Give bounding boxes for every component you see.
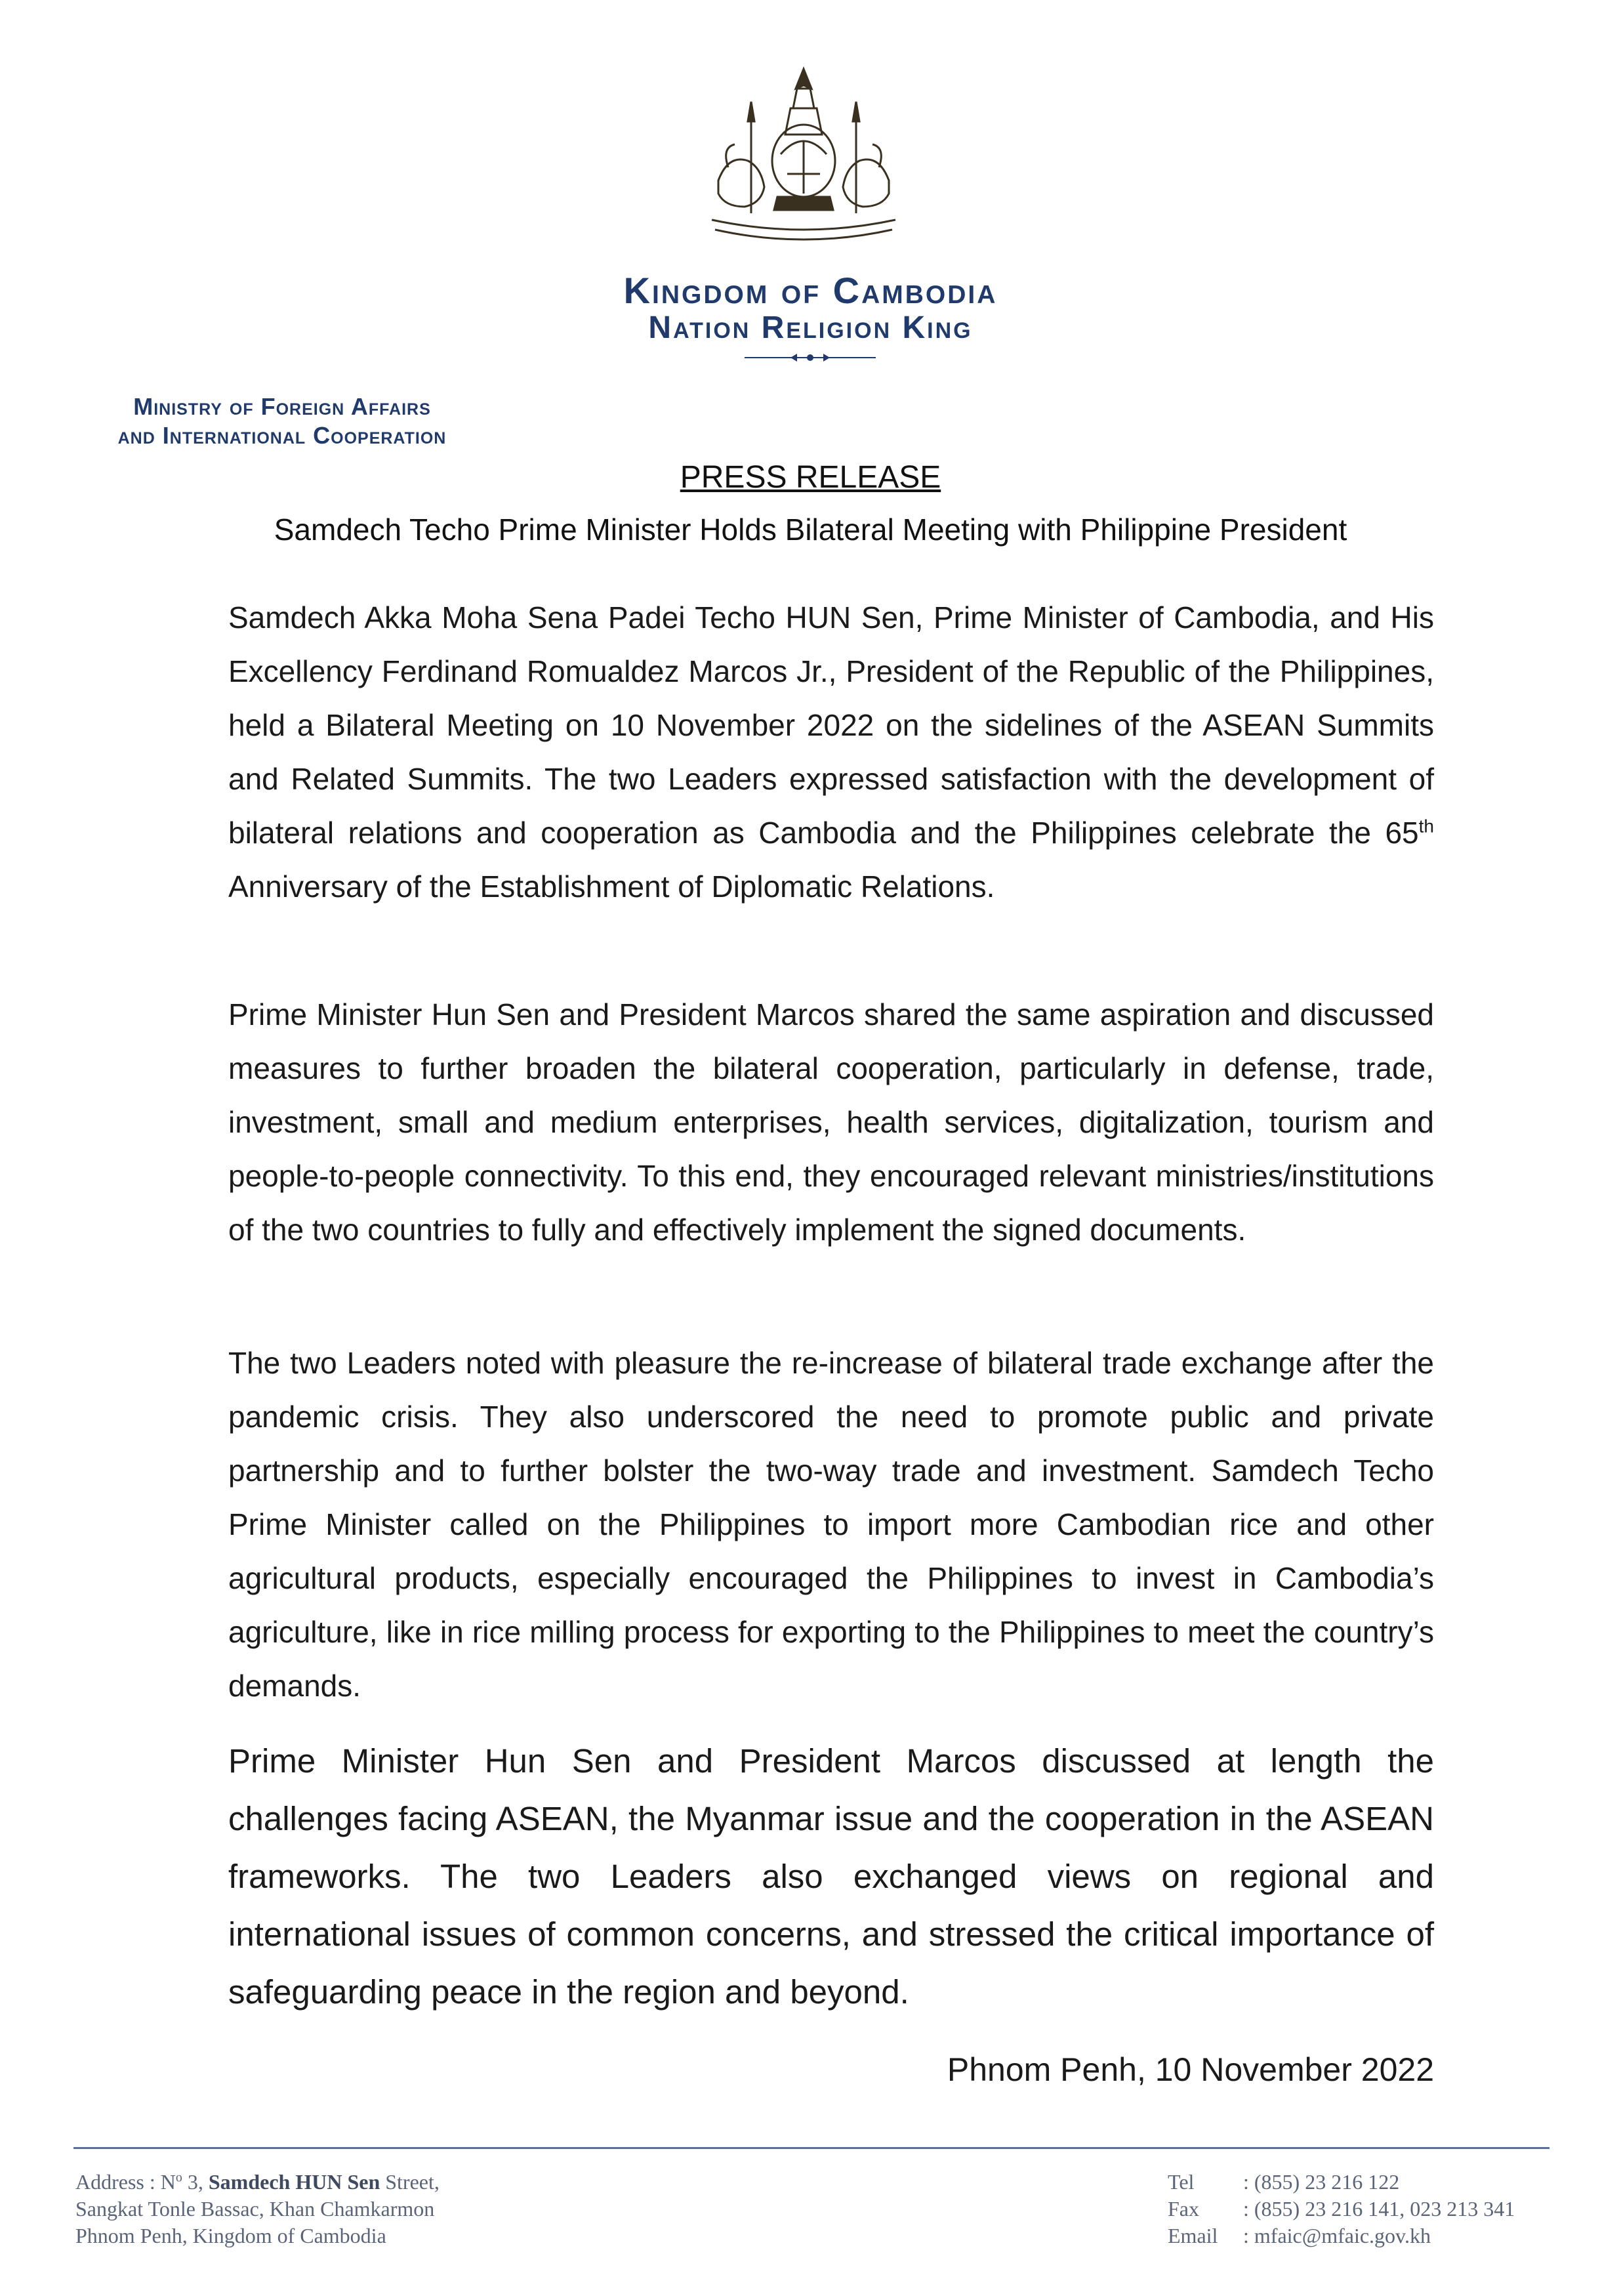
- headline: Samdech Techo Prime Minister Holds Bilateral Meeting with Philippine President: [274, 512, 1347, 547]
- national-motto: Nation Religion King: [648, 310, 973, 345]
- tel-line: [1168, 2169, 1515, 2196]
- email-label: Email: [1168, 2224, 1218, 2247]
- footer-contact: [1168, 2169, 1515, 2249]
- paragraph-1-text-a: Samdech Akka Moha Sena Padei Techo HUN Sen, Prime Minister of Cambodia, and His Excellency Ferdinand Romualdez Marcos Jr., President of the Republic of the Philippines, held a Bilateral Meeting on 10 November 2022 on the sidelines of the ASEAN Summits and Related Summits. The two Leaders expressed satisfaction with the development of bilateral relations and cooperation as Cambodia and the Philippines celebrate the 65: [228, 600, 1434, 850]
- fax-line: [1168, 2196, 1515, 2223]
- paragraph-3-text: The two Leaders noted with pleasure the re-increase of bilateral trade exchange after the pandemic crisis. They also underscored the need to promote public and private partnership and to further bolster the two-way trade and investment. Samdech Techo Prime Minister called on the Philippines to import more Cambodian rice and other agricultural products, especially encouraged the Philippines to invest in Cambodia’s agriculture, like in rice milling process for exporting to the Philippines to meet the country’s demands.: [228, 1346, 1434, 1703]
- body-paragraph-2: [228, 988, 1434, 1257]
- footer-divider: [73, 2147, 1549, 2149]
- tel-value: : (855) 23 216 122: [1243, 2170, 1400, 2194]
- address-street-name: Samdech HUN Sen: [208, 2170, 380, 2194]
- ministry-line-1: Ministry of Foreign Affairs: [133, 393, 431, 420]
- ministry-line-2: and International Cooperation: [117, 422, 447, 449]
- ordinal-superscript: th: [1418, 816, 1434, 837]
- kingdom-title: Kingdom of Cambodia: [623, 270, 998, 311]
- body-paragraph-1: [228, 591, 1434, 913]
- press-release-label: PRESS RELEASE: [680, 460, 941, 495]
- address-street-suffix: Street,: [380, 2170, 440, 2194]
- number-superscript: o: [175, 2170, 182, 2185]
- address-label: Address : N: [75, 2170, 176, 2194]
- place-and-date: Phnom Penh, 10 November 2022: [947, 2051, 1434, 2088]
- body-paragraph-4: [228, 1732, 1434, 2021]
- fax-value: : (855) 23 216 141, 023 213 341: [1243, 2197, 1515, 2221]
- ministry-name: [59, 392, 505, 450]
- divider-ornament: [745, 351, 876, 364]
- royal-coat-of-arms-emblem: [699, 62, 909, 246]
- paragraph-4-text: Prime Minister Hun Sen and President Marcos discussed at length the challenges facing ASEAN, the Myanmar issue and the cooperation in the ASEAN frameworks. The two Leaders also exchanged views on regional and international issues of common concerns, and stressed the critical importance of safeguarding peace in the region and beyond.: [228, 1742, 1434, 2011]
- email-line: [1168, 2223, 1515, 2249]
- body-paragraph-3: [228, 1336, 1434, 1713]
- paragraph-2-text: Prime Minister Hun Sen and President Marcos shared the same aspiration and discussed measures to further broaden the bilateral cooperation, particularly in defense, trade, investment, small and medium enterprises, health services, digitalization, tourism and people-to-people connectivity. To this end, they encouraged relevant ministries/institutions of the two countries to fully and effectively implement the signed documents.: [228, 997, 1434, 1247]
- paragraph-1-text-b: Anniversary of the Establishment of Diplomatic Relations.: [228, 869, 995, 904]
- address-number: 3,: [182, 2170, 209, 2194]
- fax-label: Fax: [1168, 2197, 1199, 2221]
- address-line-1: [75, 2169, 440, 2196]
- address-line-2: Sangkat Tonle Bassac, Khan Chamkarmon: [75, 2197, 435, 2221]
- footer-address: [75, 2169, 440, 2249]
- tel-label: Tel: [1168, 2170, 1195, 2194]
- address-line-3: Phnom Penh, Kingdom of Cambodia: [75, 2224, 386, 2247]
- email-link[interactable]: : mfaic@mfaic.gov.kh: [1243, 2224, 1431, 2247]
